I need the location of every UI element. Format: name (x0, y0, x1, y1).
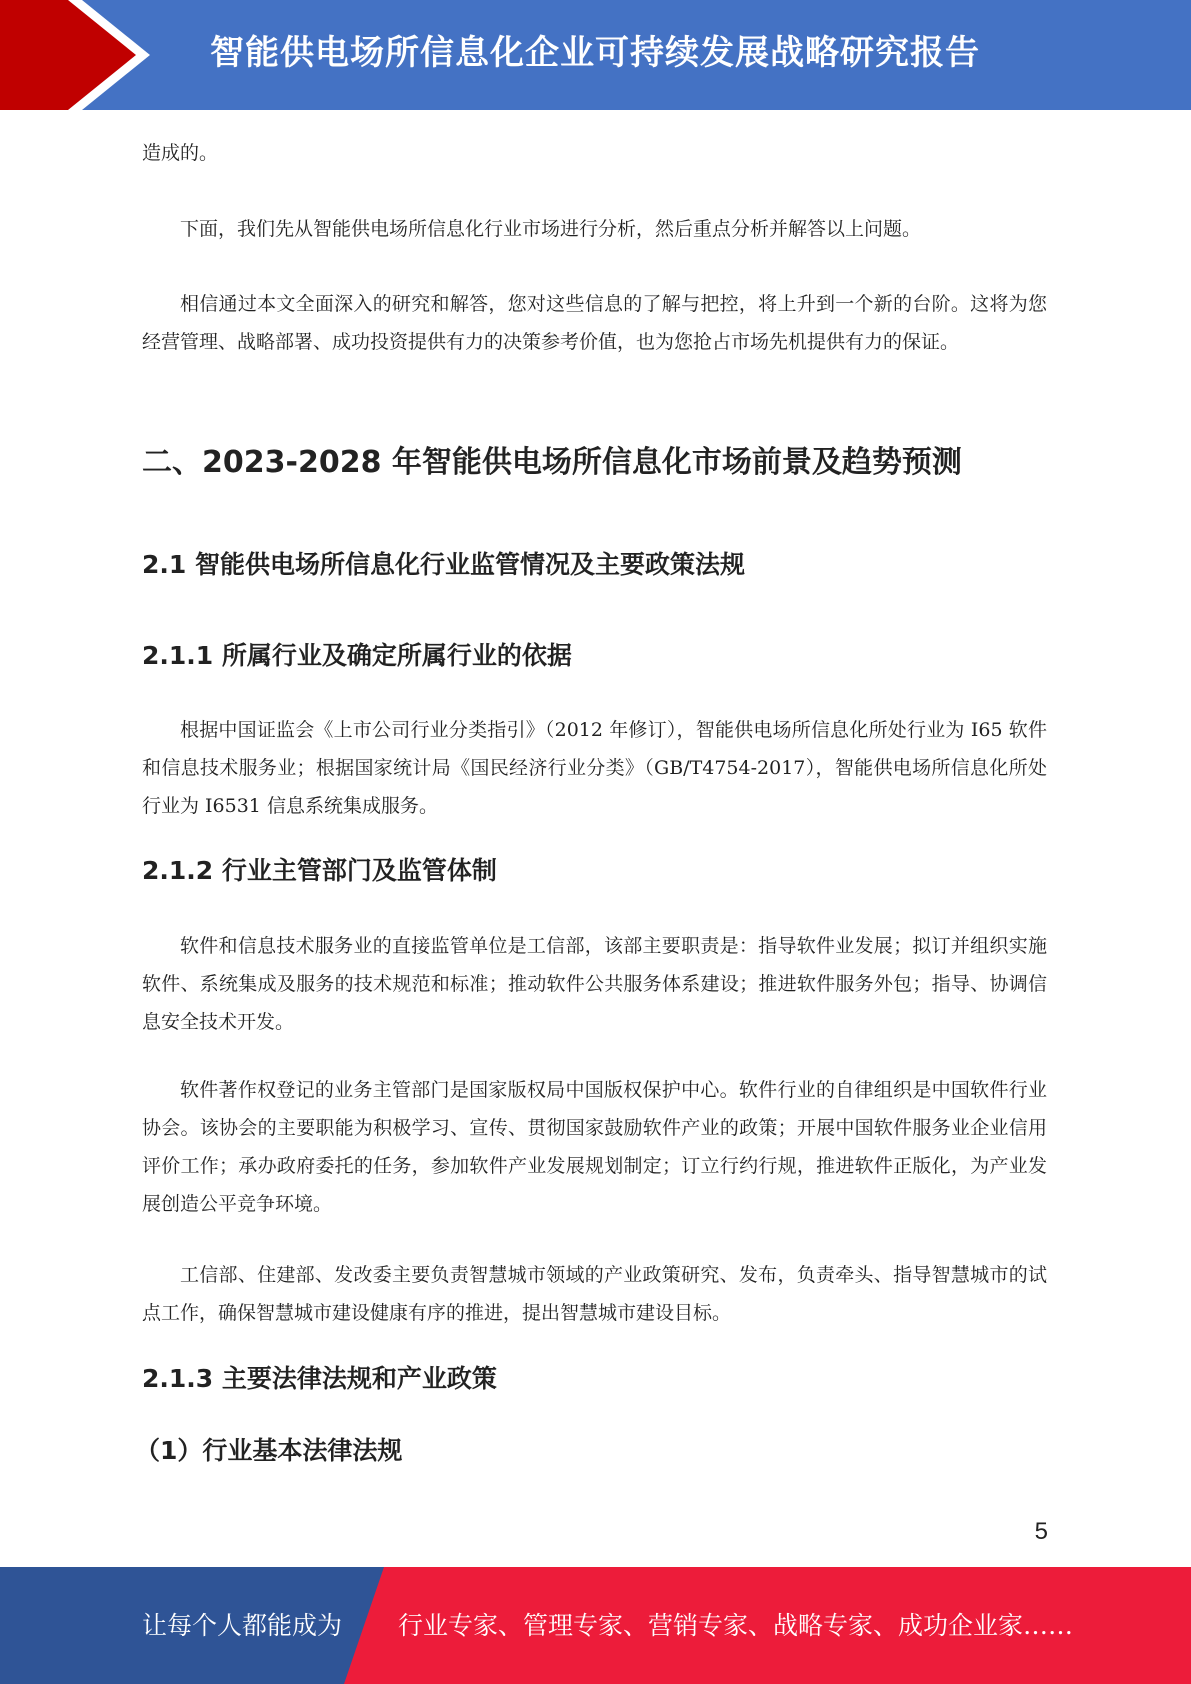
footer-slogan-right: 行业专家、管理专家、营销专家、战略专家、成功企业家…… (398, 1611, 1074, 1640)
paragraph-value: 相信通过本文全面深入的研究和解答，您对这些信息的了解与把控，将上升到一个新的台阶。这将为您经营管理、战略部署、成功投资提供有力的决策参考价值，也为您抢占市场先机提供有力的保证。 (142, 293, 1047, 353)
report-title: 智能供电场所信息化企业可持续发展战略研究报告 (210, 33, 980, 73)
heading-2-1-1: 2.1.1 所属行业及确定所属行业的依据 (142, 641, 572, 670)
page-number: 5 (1034, 1518, 1048, 1545)
page-footer (0, 1567, 1191, 1684)
paragraph-industry-classification: 根据中国证监会《上市公司行业分类指引》（2012 年修订），智能供电场所信息化所处行业为 I65 软件和信息技术服务业；根据国家统计局《国民经济行业分类》（GB/T4754-2017），智能供电场所信息化所处行业为 I6531 信息系统集成服务。 (142, 719, 1047, 817)
paragraph-intro: 下面，我们先从智能供电场所信息化行业市场进行分析，然后重点分析并解答以上问题。 (180, 218, 922, 240)
paragraph-copyright: 软件著作权登记的业务主管部门是国家版权局中国版权保护中心。软件行业的自律组织是中国软件行业协会。该协会的主要职能为积极学习、宣传、贯彻国家鼓励软件产业的政策；开展中国软件服务业企业信用评价工作；承办政府委托的任务，参加软件产业发展规划制定；订立行约行规，推进软件正版化，为产业发展创造公平竞争环境。 (142, 1079, 1047, 1215)
heading-sub-1: （1）行业基本法律法规 (135, 1436, 403, 1465)
paragraph-regulator: 软件和信息技术服务业的直接监管单位是工信部，该部主要职责是：指导软件业发展；拟订并组织实施软件、系统集成及服务的技术规范和标准；推动软件公共服务体系建设；推进软件服务外包；指导、协调信息安全技术开发。 (142, 935, 1047, 1033)
heading-2-1: 2.1 智能供电场所信息化行业监管情况及主要政策法规 (142, 550, 745, 579)
header-arrow-decoration (0, 0, 160, 110)
footer-slogan-left: 让每个人都能成为 (142, 1611, 343, 1640)
heading-2-1-2: 2.1.2 行业主管部门及监管体制 (142, 856, 497, 885)
paragraph-smart-city: 工信部、住建部、发改委主要负责智慧城市领域的产业政策研究、发布，负责牵头、指导智慧城市的试点工作，确保智慧城市建设健康有序的推进，提出智慧城市建设目标。 (142, 1264, 1047, 1324)
paragraph-continuation: 造成的。 (142, 142, 219, 164)
section-heading-2: 二、2023-2028 年智能供电场所信息化市场前景及趋势预测 (142, 445, 962, 480)
page-header (0, 0, 1191, 110)
heading-2-1-3: 2.1.3 主要法律法规和产业政策 (142, 1364, 497, 1393)
